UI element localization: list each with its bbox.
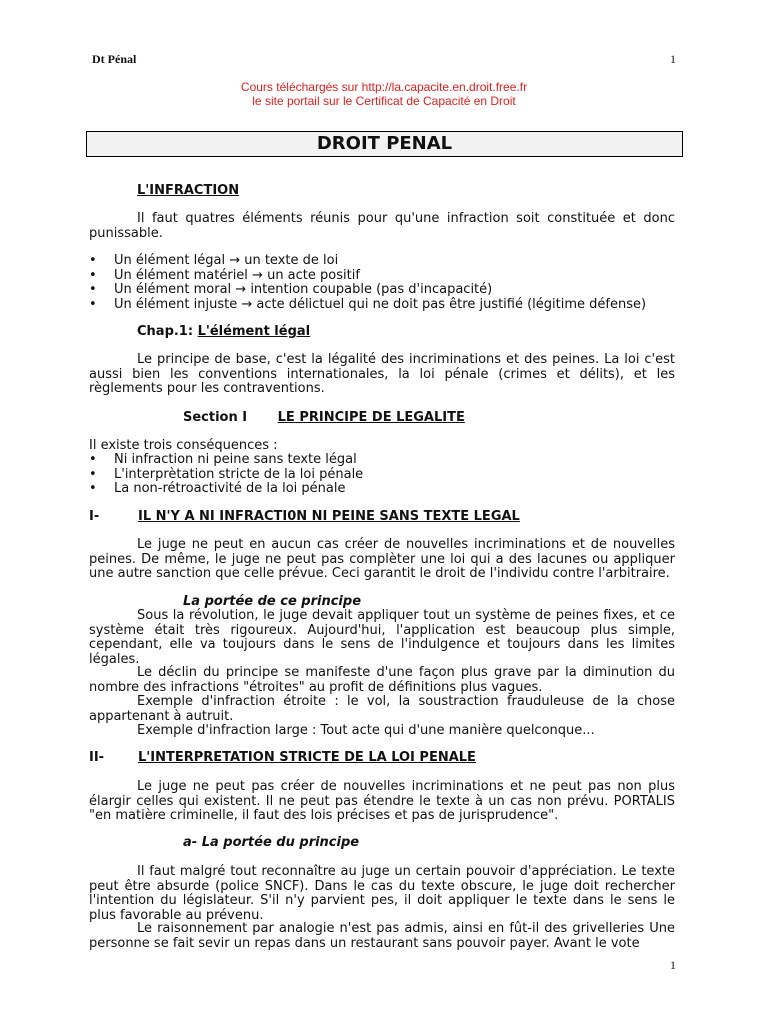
part-two-paragraph-3: Le raisonnement par analogie n'est pas admis, ainsi en fût-il des grivelleries Une personne se fait sevir un repas dans un restaurant sans pouvoir payer. Avant le vote [89, 921, 675, 951]
part-two-paragraph-2: Il faut malgré tout reconnaître au juge un certain pouvoir d'appréciation. Le texte peut être absurde (police SNCF). Dans le cas du texte obscure, le juge doit rechercher l'intention du législateur. S'il n'y parvient pes, il doit appliquer le texte dans le sens le plus favorable au prévenu. [89, 864, 675, 923]
list-item: • Un élément légal → un texte de loi [89, 254, 679, 269]
chapter-prefix: Chap.1: [137, 324, 194, 339]
part-one-number: I- [89, 509, 100, 524]
portee-paragraph-2: Le déclin du principe se manifeste d'une façon plus grave par la diminution du nombre des infractions "étroites" au profit de définitions plus vagues. [89, 665, 675, 695]
download-notice-line-2: le site portail sur le Certificat de Capacité en Droit [252, 94, 516, 108]
subheading-portee: La portée de ce principe [183, 594, 362, 609]
running-header-page-number: 1 [670, 52, 676, 66]
chapter-heading [137, 325, 537, 340]
part-two-paragraph: Le juge ne peut pas créer de nouvelles incriminations et ne peut pas non plus élargir celles qui existent. Il ne peut pas étendre le texte à un cas non prévu. PORTALIS "en matière criminelle, il faut des lois précises et pas de jurisprudence". [89, 779, 675, 823]
list-item: • Un élément matériel → un acte positif [89, 269, 679, 284]
consequences-intro: Il existe trois conséquences : [89, 438, 278, 453]
heading-infraction: L'INFRACTION [137, 183, 240, 198]
document-title: DROIT PENAL [86, 131, 683, 157]
list-item: • Ni infraction ni peine sans texte légal [89, 453, 679, 468]
section-label: Section I [183, 410, 248, 425]
download-notice-line-1: Cours téléchargés sur http://la.capacite.en.droit.free.fr [240, 80, 528, 94]
list-item: • L'interprètation stricte de la loi pénale [89, 468, 679, 483]
list-item: • Un élément injuste → acte délictuel qui ne doit pas être justifié (légitime défense) [89, 298, 679, 313]
subheading-portee-principe: a- La portée du principe [183, 835, 360, 850]
portee-paragraph-3: Exemple d'infraction étroite : le vol, la soustraction frauduleuse de la chose appartenant à autruit. [89, 694, 675, 724]
part-two-number: II- [89, 750, 105, 765]
portee-paragraph-1: Sous la révolution, le juge devait appliquer tout un système de peines fixes, et ce système était très rigoureux. Aujourd'hui, l'application est beaucoup plus simple, cependant, elle va toujours dans le sens de l'indulgence et toujours dans les limites légales. [89, 608, 675, 667]
chapter-title: L'élément légal [197, 324, 311, 339]
running-header-title: Dt Pénal [92, 52, 137, 66]
intro-paragraph: Il faut quatres éléments réunis pour qu'une infraction soit constituée et donc punissable. [89, 211, 675, 241]
elements-list [89, 254, 679, 312]
chapter-paragraph: Le principe de base, c'est la légalité des incriminations et des peines. La loi c'est aussi bien les conventions internationales, la loi pénale (crimes et délits), et les règlements pour les contraventions. [89, 352, 675, 396]
part-one-heading [89, 510, 675, 525]
part-two-title: L'INTERPRETATION STRICTE DE LA LOI PENALE [138, 750, 476, 765]
section-title: LE PRINCIPE DE LEGALITE [277, 410, 465, 425]
part-two-heading [89, 751, 675, 766]
list-item: • Un élément moral → intention coupable (pas d'incapacité) [89, 283, 679, 298]
footer-page-number: 1 [670, 958, 676, 972]
portee-paragraph-4: Exemple d'infraction large : Tout acte qui d'une manière quelconque... [137, 723, 595, 738]
part-one-title: IL N'Y A NI INFRACTI0N NI PEINE SANS TEXTE LEGAL [138, 509, 520, 524]
part-one-paragraph: Le juge ne peut en aucun cas créer de nouvelles incriminations et de nouvelles peines. De même, le juge ne peut pas complèter une loi qui a des lacunes ou appliquer une autre sanction que celle prévue. Ceci garantit le droit de l'individu contre l'arbitraire. [89, 537, 675, 581]
section-heading [183, 411, 583, 426]
list-item: • La non-rétroactivité de la loi pénale [89, 482, 679, 497]
consequences-list [89, 453, 679, 497]
